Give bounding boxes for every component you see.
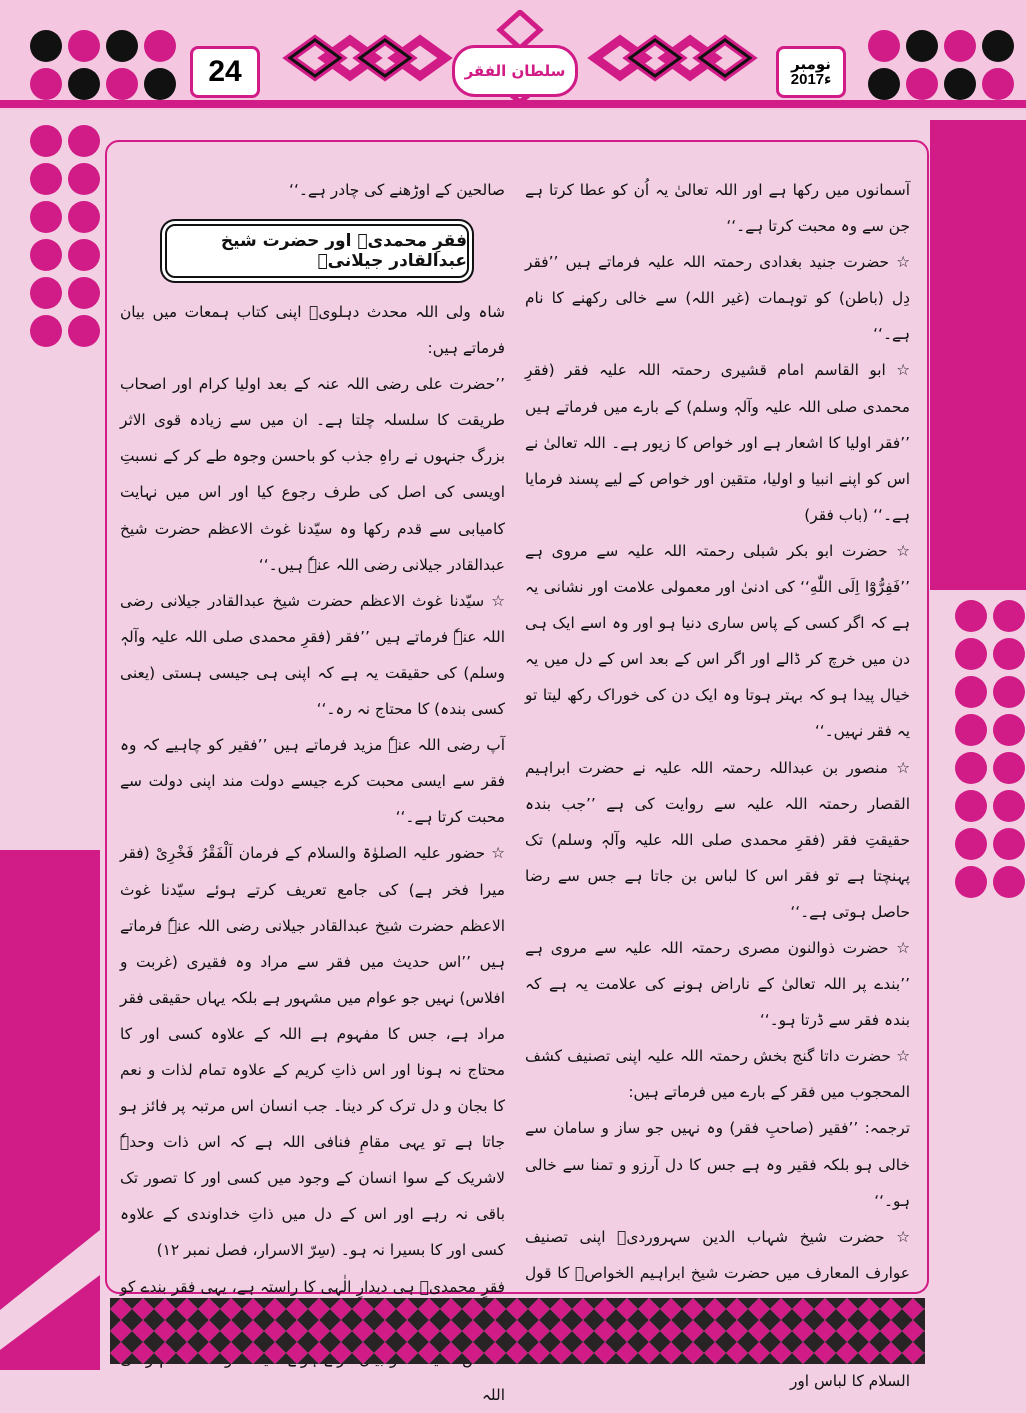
magazine-logo <box>452 45 578 97</box>
paragraph: ☆ حضرت ذوالنون مصری رحمتہ اللہ علیہ سے مروی ہے ’’بندے پر اللہ تعالیٰ کے ناراض ہونے کی علامت یہ ہے کہ بندہ فقر سے ڈرتا ہو۔‘‘ <box>525 938 910 1030</box>
paragraph: شاہ ولی اللہ محدث دہلویؒ اپنی کتاب ہمعات میں بیان فرماتے ہیں: <box>120 303 505 358</box>
paragraph: ☆ منصور بن عبداللہ رحمتہ اللہ علیہ نے حضرت ابراہیم القصار رحمتہ اللہ علیہ سے روایت کی ہے ’’جب بندہ حقیقتِ فقر (فقرِ محمدی صلی اللہ علیہ وآلہٖ وسلم) تک پہنچتا ہے تو فقر اس کا لباس بن جاتا ہے جس سے رضا حاصل ہوتی ہے۔‘‘ <box>525 758 910 921</box>
paragraph: ☆ حضور علیہ الصلوٰۃ والسلام کے فرمان اَلْفَقْرُ فَخْرِیْ (فقر میرا فخر ہے) کی جامع تعریف کرتے ہوئے سیّدنا غوث الاعظم حضرت شیخ عبدالقادر جیلانی رضی اللہ عنہٗ فرماتے ہیں ’’اس حدیث میں فقر سے مراد وہ فقیری (غربت و افلاس) نہیں جو عوام میں مشہور ہے بلکہ یہاں حقیقی فقر مراد ہے، جس کا مفہوم ہے اللہ کے علاوہ کسی اور کا محتاج نہ ہونا اور اس ذاتِ کریم کے علاوہ تمام لذات و نعم کا بجان و دل ترک کر دینا۔ جب انسان اس مرتبہ پر فائز ہو جاتا ہے تو یہی مقامِ فنافی اللہ ہے کہ اس ذات وحدہٗ لاشریک کے سوا انسان کے وجود میں کسی اور کا تصور تک باقی نہ رہے اور اس کے دل میں ذاتِ خداوندی کے علاوہ کسی اور کا بسیرا نہ ہو۔ (سِرّ الاسرار، فصل نمبر ۱۲) <box>120 844 505 1260</box>
page-number: 24 <box>190 46 260 98</box>
issue-date <box>776 46 846 98</box>
section-heading <box>165 224 469 278</box>
issue-year: 2017ء <box>790 71 832 88</box>
paragraph: آپ رضی اللہ عنہٗ مزید فرماتے ہیں ’’فقیر کو چاہیے کہ وہ فقر سے ایسی محبت کرے جیسے دولت مند اپنی دولت سے محبت کرتا ہے۔‘‘ <box>120 736 505 827</box>
issue-month: نومبر <box>791 54 831 73</box>
paragraph: ’’حضرت علی رضی اللہ عنہ کے بعد اولیا کرام اور اصحاب طریقت کا سلسلہ چلتا ہے۔ ان میں سے زیادہ قوی الاثر بزرگ جنہوں نے راہِ جذب کو باحسن وجوہ طے کر کے نسبتِ اویسی کی اصل کی طرف رجوع کیا اور اس میں نہایت کامیابی سے قدم رکھا وہ سیّدنا غوث الاعظم حضرت شیخ عبدالقادر جیلانی رضی اللہ عنہٗ ہیں۔‘‘ <box>120 375 505 574</box>
paragraph: ☆ حضرت داتا گنج بخش رحمتہ اللہ علیہ اپنی تصنیف کشف المحجوب میں فقر کے بارے میں فرماتے ہیں: <box>525 1047 910 1102</box>
article-right-column <box>525 172 910 1399</box>
header-dots-right <box>868 30 1014 100</box>
paragraph: ☆ حضرت شیخ شہاب الدین سہروردیؒ اپنی تصنیف عوارف المعارف میں حضرت شیخ ابراہیم الخواصؒ کا قول <box>525 1227 910 1282</box>
header-dots-left <box>30 30 176 100</box>
article-left-top <box>120 172 505 208</box>
right-dot-column <box>955 600 1025 898</box>
left-dot-column <box>30 125 100 347</box>
section-heading-text: فقرِ محمدیؐ اور حضرت شیخ عبدالقادر جیلانیؓ <box>220 231 467 271</box>
paragraph: السلام کا لباس اور <box>789 1372 910 1391</box>
article-left-column <box>120 294 505 1413</box>
paragraph: صالحین کے اوڑھنے کی چادر ہے۔‘‘ <box>289 181 505 199</box>
paragraph: ترجمہ: ’’فقیر (صاحبِ فقر) وہ نہیں جو ساز و سامان سے خالی ہو بلکہ فقیر وہ ہے جس کا دل آرزو و تمنا سے خالی ہو۔‘‘ <box>525 1119 910 1210</box>
logo-text: سلطان الفقر <box>464 62 566 80</box>
paragraph: فقرِ محمدیؐ ہی دیدارِ الٰہی کا راستہ ہے، یہی فقر بندے کو <box>120 1277 505 1296</box>
paragraph: ☆ حضرت جنید بغدادی رحمتہ اللہ علیہ فرماتے ہیں ’’فقر دِل (باطن) کو توہمات (غیر اللہ) سے خالی رکھنے کا نام ہے۔‘‘ <box>525 253 910 344</box>
paragraph: ☆ حضرت ابو بکر شبلی رحمتہ اللہ علیہ سے مروی ہے ’’فَفِرُّوْٓا اِلَى اللّٰهِ‘‘ کی ادنیٰ اور معمولی علامت اور نشانی یہ ہے کہ اگر کسی کے پاس ساری دنیا ہو اور وہ اسے ایک ہی دن میں خرچ کر ڈالے اور اگر اس کے بعد اس کے دل میں یہ خیال پیدا ہو کہ بہتر ہوتا وہ ایک دن کی خوراک رکھ لیتا تو یہ فقر نہیں۔‘‘ <box>525 541 910 741</box>
paragraph: اللہ <box>481 1385 505 1404</box>
paragraph: آسمانوں میں رکھا ہے اور اللہ تعالیٰ یہ اُن کو عطا کرتا ہے جن سے وہ محبت کرتا ہے۔‘‘ <box>525 181 910 236</box>
right-magenta-bar <box>930 120 1026 590</box>
paragraph: ☆ ابو القاسم امام قشیری رحمتہ اللہ علیہ فقر (فقرِ محمدی صلی اللہ علیہ وآلہٖ وسلم) کے بارے میں فرماتے ہیں ’’فقر اولیا کا اشعار ہے اور خواص کا زیور ہے۔ اللہ تعالیٰ نے اس کو اپنے انبیا و اولیا، متقین اور خواص کے لیے پسند فرمایا ہے۔‘‘ (باب فقر) <box>525 361 910 524</box>
bottom-diamond-strip <box>110 1298 925 1364</box>
left-stripe-ornament <box>0 850 110 1370</box>
paragraph: ☆ سیّدنا غوث الاعظم حضرت شیخ عبدالقادر جیلانی رضی اللہ عنہٗ فرماتے ہیں ’’فقر (فقرِ محمدی صلی اللہ علیہ وآلہٖ وسلم) کی حقیقت یہ ہے کہ اپنی ہی جیسی ہستی (یعنی کسی بندہ) کا محتاج نہ رہ۔‘‘ <box>120 591 505 719</box>
